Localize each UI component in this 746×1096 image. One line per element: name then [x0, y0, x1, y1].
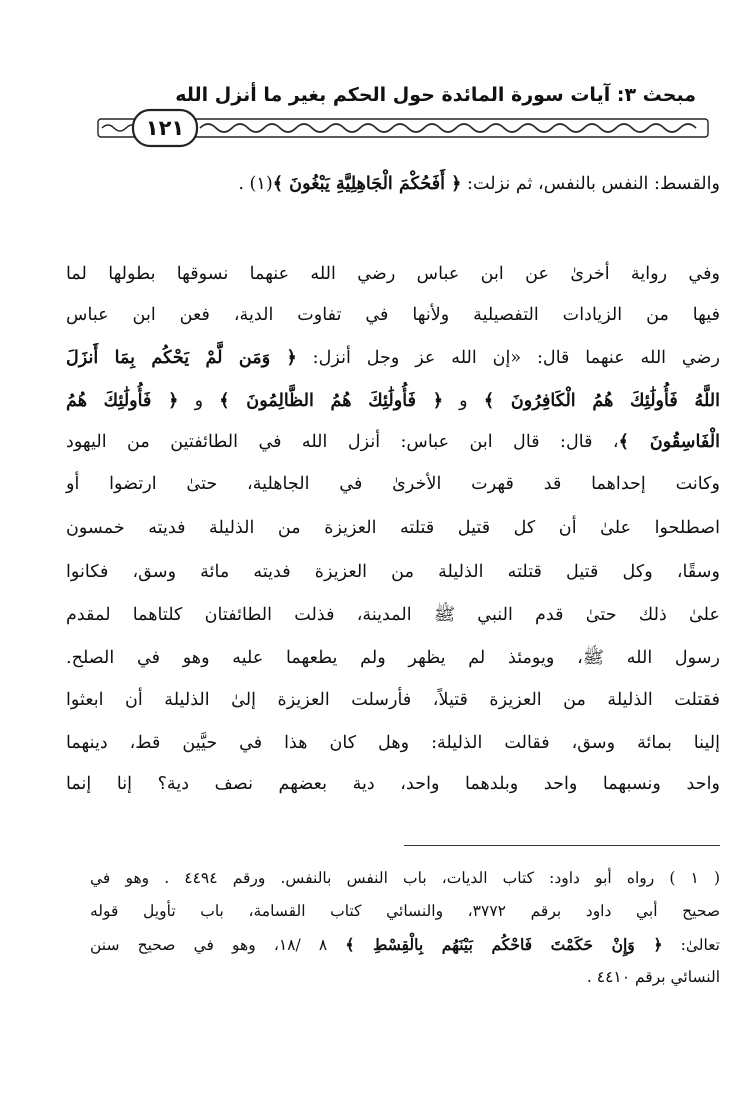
text-line: والقسط: النفس بالنفس، ثم نزلت: ﴿ أَفَحُكْمَ الْجَاهِلِيَّةِ يَبْغُونَ ﴾(١) . [238, 173, 720, 194]
footnote-ref: (١) . [238, 174, 273, 194]
footnote-separator [404, 845, 720, 846]
quran-quote: الْفَاسِقُونَ ﴾ [618, 431, 720, 452]
quran-quote: ﴿ أَفَحُكْمَ الْجَاهِلِيَّةِ يَبْغُونَ ﴾ [272, 173, 462, 194]
quran-quote: ﴿ فَأُولَٰئِكَ هُمُ [66, 390, 179, 411]
page-number: ١٢١ [145, 116, 185, 140]
text-line: إلينا بمائة وسق، فقالت الذليلة: وهل كان هذا في حيَّين قط، دينهما [66, 733, 720, 753]
text-line: اصطلحوا علىٰ أن كل قتيل قتلته العزيزة من الذليلة فديته خمسون [66, 518, 720, 538]
text-line: رضي الله عنهما قال: «إن الله عز وجل أنزل: ﴿ وَمَن لَّمْ يَحْكُم بِمَا أَنزَلَ [66, 347, 720, 368]
text-line: واحد ونسبهما واحد وبلدهما واحد، دية بعضهم نصف دية؟ إنا إنما [66, 774, 720, 794]
running-header-title: مبحث ٣: آيات سورة المائدة حول الحكم بغير ما أنزل الله [175, 84, 696, 106]
footnote-line: تعالىٰ: ﴿ وَإِنْ حَكَمْتَ فَاحْكُم بَيْنَهُم بِالْقِسْطِ ﴾ ٨ /١٨، وهو في صحيح سنن [90, 935, 720, 954]
text-line: وسقًا، وكل قتيل قتلته الذليلة من العزيزة فديته مائة وسق، فكانوا [66, 562, 720, 582]
text-line: وفي رواية أخرىٰ عن ابن عباس رضي الله عنهما نسوقها بطولها لما [66, 264, 720, 284]
quran-quote: ﴿ وَمَن لَّمْ يَحْكُم بِمَا أَنزَلَ [66, 347, 297, 368]
text-line: رسول الله ﷺ، ويومئذ لم يظهر ولم يطعهما عليه وهو في الصلح. [66, 648, 720, 668]
footnote-line: صحيح أبي داود برقم ٣٧٧٢، والنسائي كتاب القسامة، باب تأويل قوله [90, 902, 720, 920]
text-line: الْفَاسِقُونَ ﴾، قال: قال ابن عباس: أنزل الله في الطائفتين من اليهود [66, 431, 720, 452]
text-line: فيها من الزيادات التفصيلية ولأنها في تفاوت الدية، فعن ابن عباس [66, 305, 720, 325]
quran-quote: ﴿ فَأُولَٰئِكَ هُمُ الظَّالِمُونَ ﴾ [219, 390, 443, 411]
text-line: اللَّهُ فَأُولَٰئِكَ هُمُ الْكَافِرُونَ ﴾ و ﴿ فَأُولَٰئِكَ هُمُ الظَّالِمُونَ ﴾ و ﴿ فَأُولَٰئِكَ هُمُ [66, 390, 721, 411]
footnote-line: النسائي برقم ٤٤١٠ . [586, 968, 720, 986]
text-line: علىٰ ذلك حتىٰ قدم النبي ﷺ المدينة، فذلت الطائفتان كلتاهما لمقدم [66, 605, 720, 625]
quran-quote: اللَّهُ فَأُولَٰئِكَ هُمُ الْكَافِرُونَ ﴾ [483, 390, 721, 411]
text-line: وكانت إحداهما قد قهرت الأخرىٰ في الجاهلية، حتىٰ ارتضوا أو [66, 474, 720, 494]
quran-quote: ﴿ وَإِنْ حَكَمْتَ فَاحْكُم بَيْنَهُم بِالْقِسْطِ ﴾ [345, 935, 663, 954]
footnote-line: ( ١ ) رواه أبو داود: كتاب الديات، باب النفس بالنفس. ورقم ٤٤٩٤ . وهو في [90, 869, 720, 887]
text-line: فقتلت الذليلة من العزيزة قتيلاً، فأرسلت العزيزة إلىٰ الذليلة أن ابعثوا [66, 690, 720, 710]
